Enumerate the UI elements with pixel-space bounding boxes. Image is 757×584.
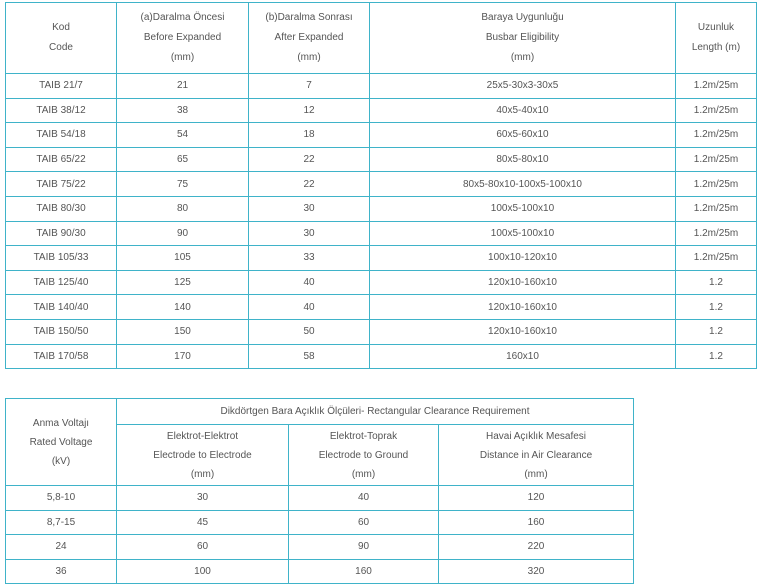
cell-code: TAIB 140/40 [6, 295, 117, 320]
cell-busbar-eligibility: 25x5-30x3-30x5 [370, 74, 676, 99]
cell-electrode-to-electrode: 60 [117, 535, 289, 560]
cell-code: TAIB 65/22 [6, 147, 117, 172]
table-row [6, 172, 757, 197]
cell-after-expanded: 22 [249, 172, 370, 197]
cell-electrode-to-electrode: 30 [117, 486, 289, 511]
cell-after-expanded: 7 [249, 74, 370, 99]
cell-busbar-eligibility: 80x5-80x10 [370, 147, 676, 172]
cell-before-expanded: 21 [117, 74, 249, 99]
table-row [6, 510, 634, 535]
cell-busbar-eligibility: 100x5-100x10 [370, 196, 676, 221]
cell-code: TAIB 38/12 [6, 98, 117, 123]
busbar-spec-table [5, 2, 757, 369]
cell-length: 1.2 [676, 295, 757, 320]
cell-busbar-eligibility: 100x5-100x10 [370, 221, 676, 246]
cell-air-clearance: 220 [439, 535, 634, 560]
cell-before-expanded: 80 [117, 196, 249, 221]
table-row [6, 98, 757, 123]
cell-rated-voltage: 8,7-15 [6, 510, 117, 535]
cell-busbar-eligibility: 100x10-120x10 [370, 246, 676, 271]
cell-code: TAIB 80/30 [6, 196, 117, 221]
clearance-requirement-table [5, 398, 634, 584]
cell-length: 1.2m/25m [676, 74, 757, 99]
table-row [6, 344, 757, 369]
cell-before-expanded: 38 [117, 98, 249, 123]
cell-before-expanded: 140 [117, 295, 249, 320]
cell-busbar-eligibility: 60x5-60x10 [370, 123, 676, 148]
cell-before-expanded: 105 [117, 246, 249, 271]
cell-after-expanded: 12 [249, 98, 370, 123]
cell-after-expanded: 40 [249, 295, 370, 320]
table-row [6, 123, 757, 148]
cell-electrode-to-ground: 40 [289, 486, 439, 511]
cell-electrode-to-electrode: 100 [117, 559, 289, 584]
header-electrode-to-ground: Elektrot-Toprak Electrode to Ground (mm) [289, 425, 439, 486]
cell-after-expanded: 40 [249, 270, 370, 295]
cell-rated-voltage: 36 [6, 559, 117, 584]
cell-before-expanded: 54 [117, 123, 249, 148]
cell-busbar-eligibility: 120x10-160x10 [370, 270, 676, 295]
cell-length: 1.2m/25m [676, 147, 757, 172]
header-rated-voltage: Anma Voltajı Rated Voltage (kV) [6, 399, 117, 486]
cell-before-expanded: 170 [117, 344, 249, 369]
cell-air-clearance: 320 [439, 559, 634, 584]
cell-before-expanded: 75 [117, 172, 249, 197]
cell-air-clearance: 160 [439, 510, 634, 535]
table-row [6, 147, 757, 172]
header-code: Kod Code [6, 3, 117, 74]
table-row [6, 270, 757, 295]
cell-length: 1.2m/25m [676, 98, 757, 123]
table-row [6, 246, 757, 271]
cell-before-expanded: 125 [117, 270, 249, 295]
table-row [6, 221, 757, 246]
cell-air-clearance: 120 [439, 486, 634, 511]
cell-busbar-eligibility: 80x5-80x10-100x5-100x10 [370, 172, 676, 197]
table-row [6, 319, 757, 344]
cell-after-expanded: 58 [249, 344, 370, 369]
cell-code: TAIB 75/22 [6, 172, 117, 197]
header-before-expanded: (a)Daralma Öncesi Before Expanded (mm) [117, 3, 249, 74]
table-row [6, 74, 757, 99]
cell-after-expanded: 50 [249, 319, 370, 344]
cell-code: TAIB 54/18 [6, 123, 117, 148]
cell-electrode-to-electrode: 45 [117, 510, 289, 535]
cell-before-expanded: 150 [117, 319, 249, 344]
cell-length: 1.2 [676, 344, 757, 369]
cell-code: TAIB 170/58 [6, 344, 117, 369]
table-header-row [6, 399, 634, 425]
cell-after-expanded: 22 [249, 147, 370, 172]
cell-busbar-eligibility: 40x5-40x10 [370, 98, 676, 123]
cell-electrode-to-ground: 160 [289, 559, 439, 584]
cell-busbar-eligibility: 120x10-160x10 [370, 319, 676, 344]
cell-length: 1.2 [676, 270, 757, 295]
cell-code: TAIB 90/30 [6, 221, 117, 246]
cell-after-expanded: 30 [249, 196, 370, 221]
cell-after-expanded: 18 [249, 123, 370, 148]
table-row [6, 535, 634, 560]
cell-length: 1.2 [676, 319, 757, 344]
header-clearance-group: Dikdörtgen Bara Açıklık Ölçüleri- Rectangular Clearance Requirement [117, 399, 634, 425]
cell-length: 1.2m/25m [676, 123, 757, 148]
header-electrode-to-electrode: Elektrot-Elektrot Electrode to Electrode (mm) [117, 425, 289, 486]
cell-before-expanded: 65 [117, 147, 249, 172]
cell-rated-voltage: 5,8-10 [6, 486, 117, 511]
cell-code: TAIB 105/33 [6, 246, 117, 271]
cell-length: 1.2m/25m [676, 172, 757, 197]
table-header-row [6, 3, 757, 74]
cell-electrode-to-ground: 90 [289, 535, 439, 560]
cell-after-expanded: 30 [249, 221, 370, 246]
table-row [6, 559, 634, 584]
header-length: Uzunluk Length (m) [676, 3, 757, 74]
cell-electrode-to-ground: 60 [289, 510, 439, 535]
cell-busbar-eligibility: 120x10-160x10 [370, 295, 676, 320]
table-row [6, 196, 757, 221]
header-busbar-eligibility: Baraya Uygunluğu Busbar Eligibility (mm) [370, 3, 676, 74]
cell-after-expanded: 33 [249, 246, 370, 271]
cell-length: 1.2m/25m [676, 246, 757, 271]
header-air-clearance: Havai Açıklık Mesafesi Distance in Air Clearance (mm) [439, 425, 634, 486]
table-row [6, 486, 634, 511]
cell-rated-voltage: 24 [6, 535, 117, 560]
cell-length: 1.2m/25m [676, 196, 757, 221]
cell-code: TAIB 125/40 [6, 270, 117, 295]
table-row [6, 295, 757, 320]
cell-code: TAIB 21/7 [6, 74, 117, 99]
cell-code: TAIB 150/50 [6, 319, 117, 344]
cell-before-expanded: 90 [117, 221, 249, 246]
cell-length: 1.2m/25m [676, 221, 757, 246]
header-after-expanded: (b)Daralma Sonrası After Expanded (mm) [249, 3, 370, 74]
cell-busbar-eligibility: 160x10 [370, 344, 676, 369]
